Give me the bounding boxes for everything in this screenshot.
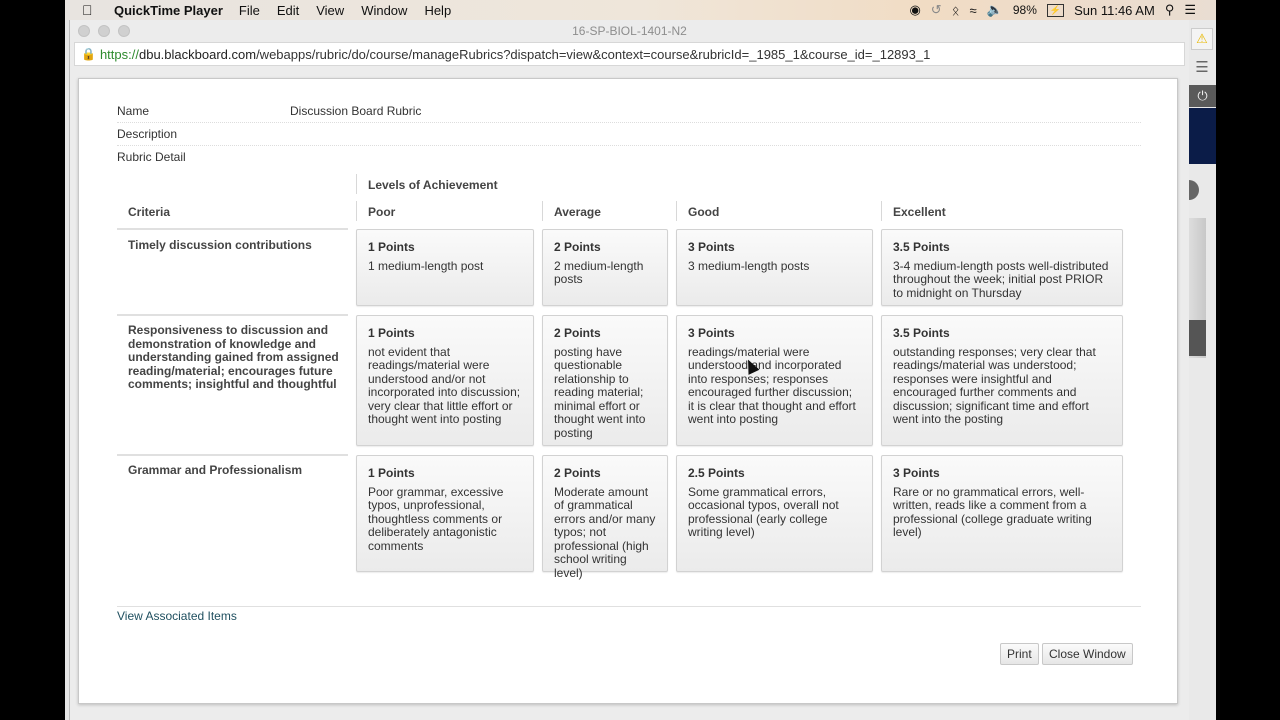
scrollbar-thumb[interactable] <box>1189 320 1206 356</box>
name-label: Name <box>117 104 150 118</box>
browser-window <box>69 20 1189 720</box>
cell-text: posting have questionable relationship to reading material; minimal effort or thought went into posting <box>554 344 646 440</box>
cell-points: 3 Points <box>893 466 940 480</box>
rubric-cell[interactable] <box>356 229 534 306</box>
rubric-cell[interactable] <box>356 315 534 446</box>
rubric-cell[interactable] <box>676 315 873 446</box>
rubric-detail-row <box>117 147 1141 169</box>
apple-menu-icon[interactable] <box>82 2 98 18</box>
description-row <box>117 124 1141 146</box>
menu-edit[interactable]: Edit <box>276 2 300 18</box>
name-value: Discussion Board Rubric <box>290 104 422 118</box>
row-divider <box>117 454 348 456</box>
print-button[interactable]: Print <box>1000 643 1039 665</box>
level-header-average: Average <box>554 205 601 219</box>
warning-icon[interactable]: ⚠ <box>1191 28 1213 50</box>
rubric-cell[interactable] <box>881 229 1123 306</box>
level-header-poor: Poor <box>368 205 396 219</box>
menu-file[interactable]: File <box>238 2 260 18</box>
footer-divider <box>117 606 1141 607</box>
power-icon[interactable]: ⏻ <box>1189 85 1216 107</box>
help-icon[interactable] <box>1189 180 1199 200</box>
criteria-header: Criteria <box>128 205 171 219</box>
view-associated-items-link[interactable]: View Associated Items <box>117 609 237 623</box>
rubric-cell[interactable] <box>542 455 668 580</box>
cell-points: 1 Points <box>368 240 415 254</box>
cell-points: 3.5 Points <box>893 326 950 340</box>
cell-text: 3-4 medium-length posts well-distributed throughout the week; initial post PRIOR to midnight on Thursday <box>893 258 1109 300</box>
background-window-edge <box>1189 20 1216 720</box>
menu-window[interactable]: Window <box>361 2 408 18</box>
cell-points: 1 Points <box>368 466 415 480</box>
row-divider <box>117 228 348 230</box>
mac-menubar <box>65 0 1216 20</box>
navy-banner <box>1189 108 1216 164</box>
close-window-button[interactable]: Close Window <box>1042 643 1133 665</box>
battery-icon[interactable]: ⚡ <box>1047 4 1064 17</box>
criterion-timely: Timely discussion contributions <box>128 238 312 252</box>
hamburger-menu-icon[interactable]: ☰ <box>1195 59 1209 76</box>
menu-view[interactable]: View <box>316 2 345 18</box>
screen <box>65 0 1216 720</box>
cell-points: 3.5 Points <box>893 240 950 254</box>
divider <box>676 201 677 221</box>
rubric-cell[interactable] <box>881 315 1123 446</box>
rubric-cell[interactable] <box>676 229 873 306</box>
cell-text: Moderate amount of grammatical errors and/or many typos; not professional (high school writing level) <box>554 484 656 580</box>
rubric-cell[interactable] <box>542 315 668 446</box>
bluetooth-icon[interactable]: ᛟ <box>951 2 960 18</box>
menu-app-name[interactable]: QuickTime Player <box>114 2 223 18</box>
url-host: dbu.blackboard.com <box>138 46 257 62</box>
time-machine-icon[interactable]: ↺ <box>930 2 942 17</box>
spotlight-icon[interactable]: ⚲ <box>1164 2 1175 17</box>
divider <box>542 201 543 221</box>
level-header-good: Good <box>688 205 720 219</box>
clock[interactable]: Sun 11:46 AM <box>1074 2 1155 18</box>
cell-text: readings/material were understood and incorporated into responses; responses encouraged further discussion; it is clear that thought and effort went into posting <box>688 344 856 426</box>
rubric-cell[interactable] <box>881 455 1123 572</box>
cell-points: 2 Points <box>554 240 601 254</box>
level-header-excellent: Excellent <box>893 205 946 219</box>
cell-text: not evident that readings/material were understood and/or not incorporated into discussion; very clear that little effort or thought went into posting <box>368 344 521 426</box>
wifi-icon[interactable]: ≈ <box>969 2 977 18</box>
divider <box>356 201 357 221</box>
cell-text: Poor grammar, excessive typos, unprofessional, thoughtless comments or deliberately antagonistic comments <box>368 484 504 553</box>
url-path: /webapps/rubric/do/course/manageRubrics?dispatch=view&context=course&rubricId=_1985_1&course_id=_12893_1 <box>256 46 931 62</box>
volume-icon[interactable]: 🔈 <box>986 2 1003 17</box>
cell-points: 2.5 Points <box>688 466 745 480</box>
name-row <box>117 101 1141 123</box>
row-divider <box>117 314 348 316</box>
battery-percent: 98% <box>1012 3 1037 17</box>
cell-text: Rare or no grammatical errors, well-written, reads like a comment from a professional (college graduate writing level) <box>893 484 1092 539</box>
criterion-responsiveness: Responsiveness to discussion and demonstration of knowledge and understanding gained from assigned reading/material; encourages future comments; insightful and thoughtful <box>128 323 339 391</box>
rubric-cell[interactable] <box>542 229 668 306</box>
cell-points: 3 Points <box>688 326 735 340</box>
record-icon[interactable]: ◉ <box>909 2 921 17</box>
cell-points: 2 Points <box>554 326 601 340</box>
cell-text: outstanding responses; very clear that readings/material was understood; responses were insightful and encouraged further comments and discussion; significant time and effort went into the posting <box>893 344 1096 426</box>
cell-points: 2 Points <box>554 466 601 480</box>
lock-icon: 🔒 <box>81 47 96 61</box>
cell-text: 3 medium-length posts <box>688 258 810 273</box>
window-title: 16-SP-BIOL-1401-N2 <box>572 24 687 38</box>
menu-help[interactable]: Help <box>424 2 452 18</box>
cell-points: 1 Points <box>368 326 415 340</box>
criterion-grammar: Grammar and Professionalism <box>128 463 303 477</box>
cell-text: 2 medium-length posts <box>554 258 644 286</box>
levels-header: Levels of Achievement <box>368 178 498 192</box>
cell-points: 3 Points <box>688 240 735 254</box>
cell-text: Some grammatical errors, occasional typos, overall not professional (early college writing level) <box>688 484 839 539</box>
rubric-cell[interactable] <box>356 455 534 572</box>
rubric-cell[interactable] <box>676 455 873 572</box>
window-titlebar <box>70 20 1189 42</box>
description-label: Description <box>117 127 178 141</box>
notification-center-icon[interactable]: ☰ <box>1184 2 1196 17</box>
divider <box>356 174 357 194</box>
address-bar[interactable] <box>74 42 1185 66</box>
rubric-page <box>78 78 1178 704</box>
rubric-detail-label: Rubric Detail <box>117 150 186 164</box>
url-scheme: https:// <box>99 46 139 62</box>
status-area <box>909 0 1216 20</box>
cell-text: 1 medium-length post <box>368 258 484 273</box>
divider <box>881 201 882 221</box>
